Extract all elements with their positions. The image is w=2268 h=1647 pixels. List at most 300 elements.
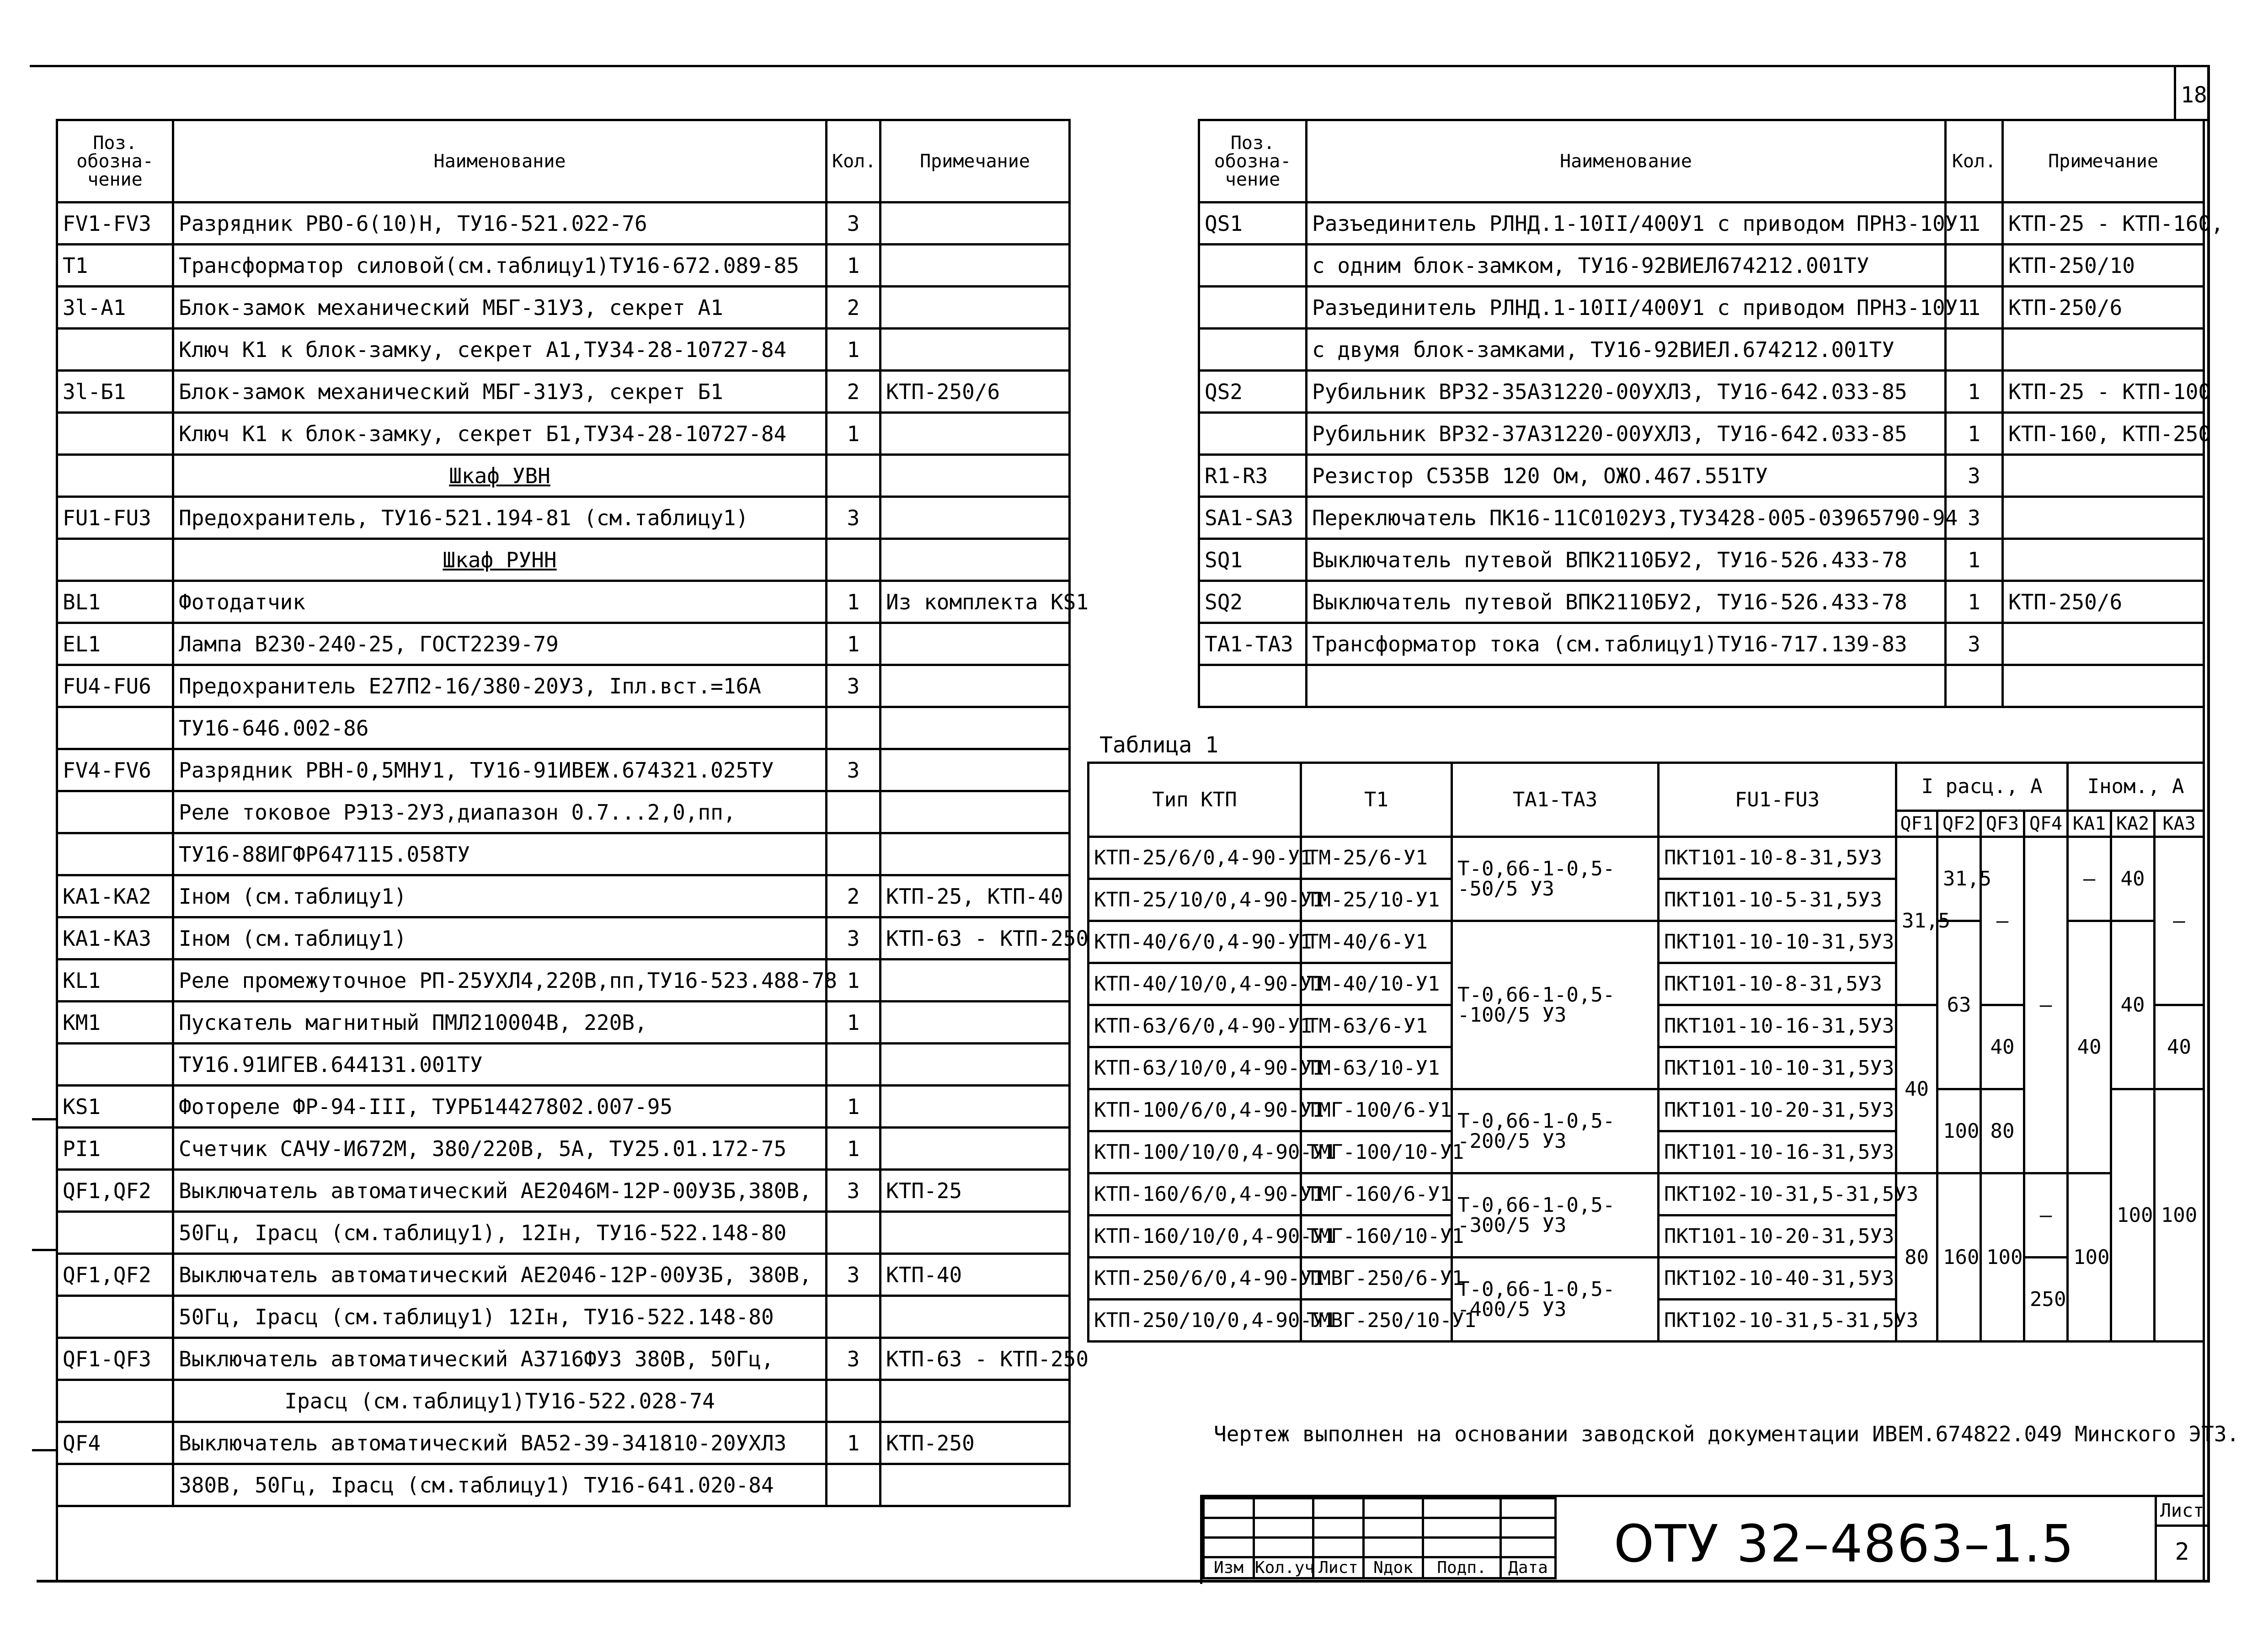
t1-t1: ТМ-25/6-У1 [1301,837,1452,879]
row-qty [1946,329,2003,371]
row-pos: FU4-FU6 [57,665,173,707]
row-name: Разрядник РВО-6(10)Н, ТУ16-521.022-76 [173,203,827,245]
table-row [1199,497,2204,539]
row-name: Ключ К1 к блок-замку, секрет Б1,ТУ34-28-10727-84 [173,413,827,455]
row-note: КТП-25 - КТП-100 [2003,371,2204,413]
row-pos: FV1-FV3 [57,203,173,245]
row-note [881,791,1070,833]
t1-qf3: 100 [1981,1173,2024,1342]
row-qty: 3 [827,665,881,707]
row-note: Из комплекта KS1 [881,581,1070,623]
row-name: Резистор С535В 120 Ом, ОЖО.467.551ТУ [1307,455,1946,497]
row-pos: BL1 [57,581,173,623]
t1-t1: ТМГ-160/10-У1 [1301,1215,1452,1258]
table-row [57,791,1070,833]
t1-ta: Т-0,66-1-0,5- -300/5 У3 [1452,1173,1659,1258]
t1-qf3: 80 [1981,1089,2024,1173]
top-border-line [30,65,2209,67]
row-qty: 3 [827,1170,881,1212]
table-row [57,917,1070,959]
row-name: Фотодатчик [173,581,827,623]
row-name: Выключатель автоматический А3716ФУ3 380В, 50Гц, [173,1338,827,1380]
table1 [1087,762,2205,1343]
row-qty: 1 [827,1128,881,1170]
row-name: Разрядник РВН-0,5МНУ1, ТУ16-91ИВЕЖ.674321.025ТУ [173,749,827,791]
t1-ktp: КТП-25/6/0,4-90-У1 [1089,837,1301,879]
row-note [881,497,1070,539]
row-name: Блок-замок механический МБГ-31У3, секрет Б1 [173,371,827,413]
t1-ka3: — [2155,837,2204,1005]
row-name: Фотореле ФР-94-III, ТУРБ14427802.007-95 [173,1086,827,1128]
row-note [881,623,1070,665]
row-name: Выключатель автоматический АЕ2046М-12Р-00У3Б,380В, [173,1170,827,1212]
row-note [881,833,1070,875]
row-note [881,665,1070,707]
row-name: Ключ К1 к блок-замку, секрет А1,ТУ34-28-10727-84 [173,329,827,371]
row-name: Предохранитель Е27П2-16/380-20У3, Iпл.вст.=16А [173,665,827,707]
table-row [1199,245,2204,287]
t1-sub: QF4 [2024,811,2068,837]
table-row [57,1044,1070,1086]
row-qty [827,791,881,833]
row-qty: 3 [827,917,881,959]
row-qty: 1 [827,1086,881,1128]
row-pos [57,539,173,581]
row-note [2003,329,2204,371]
row-name: Трансформатор тока (см.таблицу1)ТУ16-717.139-83 [1307,623,1946,665]
row-note [881,959,1070,1002]
row-qty [827,1296,881,1338]
table-row [57,959,1070,1002]
t1-ka2: 40 [2111,921,2155,1089]
row-qty: 1 [827,245,881,287]
table-row [57,413,1070,455]
row-note: КТП-25 - КТП-160, [2003,203,2204,245]
row-name: ТУ16.91ИГЕВ.644131.001ТУ [173,1044,827,1086]
t1-ktp: КТП-250/6/0,4-90-У1 [1089,1258,1301,1300]
row-pos: QF1,QF2 [57,1170,173,1212]
row-name: ТУ16-646.002-86 [173,707,827,749]
row-note [2003,623,2204,665]
col-name: Наименование [173,120,827,203]
row-note [881,749,1070,791]
col-note: Примечание [2003,120,2204,203]
row-name: Разъединитель РЛНД.1-10II/400У1 с приводом ПРН3-10У1 [1307,287,1946,329]
stamp-grid [1202,1497,1557,1579]
t1-sub: KA1 [2068,811,2111,837]
row-note: КТП-250 [881,1422,1070,1464]
t1-qf2: 100 [1937,1089,1981,1173]
row-pos: KM1 [57,1002,173,1044]
row-qty: 3 [827,203,881,245]
t1-ktp: КТП-40/6/0,4-90-У1 [1089,921,1301,963]
stamp-block [1200,1495,2205,1584]
row-qty: 3 [827,1254,881,1296]
t1-ktp: КТП-250/10/0,4-90-У1 [1089,1300,1301,1342]
row-qty [827,1212,881,1254]
row-pos: QF4 [57,1422,173,1464]
row-name: с двумя блок-замками, ТУ16-92ВИЕЛ.674212.001ТУ [1307,329,1946,371]
t1-fu: ПКТ101-10-20-31,5У3 [1659,1215,1896,1258]
table-row [57,245,1070,287]
row-name: Выключатель путевой ВПК2110БУ2, ТУ16-526.433-78 [1307,539,1946,581]
row-note: КТП-25 [881,1170,1070,1212]
row-pos: PI1 [57,1128,173,1170]
row-note: КТП-250/6 [881,371,1070,413]
row-note [881,329,1070,371]
table-row [1199,581,2204,623]
t1-qf3: — [1981,837,2024,1005]
t1-t1: ТМ-40/6-У1 [1301,921,1452,963]
row-pos: KS1 [57,1086,173,1128]
t1-ktp: КТП-100/10/0,4-90-У1 [1089,1131,1301,1173]
t1-ktp: КТП-63/10/0,4-90-У1 [1089,1047,1301,1089]
t1-col-t1: Т1 [1301,763,1452,837]
t1-ktp: КТП-160/6/0,4-90-У1 [1089,1173,1301,1215]
row-pos [57,1464,173,1506]
row-note [2003,497,2204,539]
row-note: КТП-250/6 [2003,581,2204,623]
row-qty: 3 [1946,623,2003,665]
row-qty [827,707,881,749]
t1-fu: ПКТ101-10-16-31,5У3 [1659,1131,1896,1173]
t1-fu: ПКТ102-10-31,5-31,5У3 [1659,1300,1896,1342]
row-qty: 1 [827,581,881,623]
t1-t1: ТМГ-100/6-У1 [1301,1089,1452,1131]
table-row [57,1422,1070,1464]
t1-qf2: 31,5 [1937,837,1981,921]
table-row [1199,203,2204,245]
row-pos [1199,329,1307,371]
row-pos [57,1296,173,1338]
row-pos [1199,665,1307,707]
t1-qf3: 40 [1981,1005,2024,1089]
t1-t1: ТМВГ-250/10-У1 [1301,1300,1452,1342]
row-pos [57,1044,173,1086]
row-qty: 3 [1946,497,2003,539]
table-row [57,1338,1070,1380]
t1-fu: ПКТ101-10-20-31,5У3 [1659,1089,1896,1131]
table-row [1199,623,2204,665]
table-row [57,1212,1070,1254]
table-row [57,1086,1070,1128]
table-row [1199,539,2204,581]
row-pos: FV4-FV6 [57,749,173,791]
row-pos: 3l-Б1 [57,371,173,413]
row-note [881,539,1070,581]
row-name: Выключатель автоматический ВА52-39-341810-20УХЛ3 [173,1422,827,1464]
t1-ta: Т-0,66-1-0,5- -100/5 У3 [1452,921,1659,1089]
stamp-col: Nдок [1364,1557,1423,1578]
row-name: Пускатель магнитный ПМЛ210004В, 220В, [173,1002,827,1044]
row-qty: 2 [827,371,881,413]
table-row [1199,413,2204,455]
row-pos: EL1 [57,623,173,665]
t1-ka1: — [2068,837,2111,921]
row-note [881,1002,1070,1044]
table-row [57,833,1070,875]
row-note: КТП-40 [881,1254,1070,1296]
col-pos: Поз. обозна- чение [1199,120,1307,203]
row-qty: 3 [827,497,881,539]
row-name: Лампа В230-240-25, ГОСТ2239-79 [173,623,827,665]
row-name: Выключатель автоматический АЕ2046-12Р-00У3Б, 380В, [173,1254,827,1296]
table-row [57,623,1070,665]
t1-ka1: 100 [2068,1173,2111,1342]
row-note: КТП-250/6 [2003,287,2204,329]
stamp-col: Кол.уч [1254,1557,1313,1578]
table-row [57,1002,1070,1044]
row-pos: SA1-SA3 [1199,497,1307,539]
stamp-col: Лист [1313,1557,1364,1578]
row-pos [57,413,173,455]
stamp-doc-code: ОТУ 32–4863–1.5 [1614,1514,2075,1574]
table-row [57,665,1070,707]
row-pos: T1 [57,245,173,287]
row-note [881,1296,1070,1338]
row-note [881,707,1070,749]
row-name: Выключатель путевой ВПК2110БУ2, ТУ16-526.433-78 [1307,581,1946,623]
row-pos [1199,287,1307,329]
row-name: Iном (см.таблицу1) [173,917,827,959]
row-name: Реле токовое РЭ13-2У3,диапазон 0.7...2,0,пп, [173,791,827,833]
t1-ktp: КТП-63/6/0,4-90-У1 [1089,1005,1301,1047]
t1-ka3: 100 [2155,1089,2204,1342]
t1-ktp: КТП-160/10/0,4-90-У1 [1089,1215,1301,1258]
t1-qf4: — [2024,1173,2068,1258]
col-note: Примечание [881,120,1070,203]
table-row [57,1128,1070,1170]
table-row [57,1380,1070,1422]
row-pos: R1-R3 [1199,455,1307,497]
row-qty: 1 [827,329,881,371]
row-qty: 1 [1946,287,2003,329]
row-qty: 2 [827,287,881,329]
row-pos: FU1-FU3 [57,497,173,539]
stamp-col: Изм [1204,1557,1254,1578]
t1-ta: Т-0,66-1-0,5- -400/5 У3 [1452,1258,1659,1342]
row-name: ТУ16-88ИГФР647115.058ТУ [173,833,827,875]
row-note [2003,665,2204,707]
row-pos: KA1-KA2 [57,875,173,917]
row-qty [1946,245,2003,287]
row-qty [1946,665,2003,707]
row-name: 50Гц, Iрасц (см.таблицу1) 12Iн, ТУ16-522.148-80 [173,1296,827,1338]
table-row [1199,371,2204,413]
row-name: Шкаф УВН [173,455,827,497]
row-qty: 2 [827,875,881,917]
tick-mark [32,1249,57,1251]
t1-ka2: 40 [2111,837,2155,921]
row-name [1307,665,1946,707]
t1-ka1: 40 [2068,921,2111,1173]
table-row [57,497,1070,539]
row-pos: TA1-TA3 [1199,623,1307,665]
row-pos: QF1,QF2 [57,1254,173,1296]
row-pos: QS2 [1199,371,1307,413]
table-row [57,287,1070,329]
t1-ktp: КТП-40/10/0,4-90-У1 [1089,963,1301,1005]
row-qty [827,833,881,875]
t1-qf1: 80 [1896,1173,1937,1342]
row-note [881,1086,1070,1128]
row-pos: SQ2 [1199,581,1307,623]
row-qty: 3 [1946,455,2003,497]
row-note: КТП-63 - КТП-250 [881,1338,1070,1380]
t1-ktp: КТП-25/10/0,4-90-У1 [1089,879,1301,921]
row-name: Предохранитель, ТУ16-521.194-81 (см.таблицу1) [173,497,827,539]
drawing-note: Чертеж выполнен на основании заводской документации ИВЕМ.674822.049 Минского ЭТЗ. [1214,1422,2240,1446]
page-number: 18 [2181,82,2207,108]
t1-qf4: — [2024,837,2068,1173]
table-row [57,455,1070,497]
t1-fu: ПКТ101-10-8-31,5У3 [1659,963,1896,1005]
tick-mark [32,1118,57,1120]
t1-fu: ПКТ101-10-16-31,5У3 [1659,1005,1896,1047]
row-pos [57,1380,173,1422]
table1-caption: Таблица 1 [1099,732,1219,758]
row-note: КТП-63 - КТП-250 [881,917,1070,959]
row-name: Iном (см.таблицу1) [173,875,827,917]
row-note [881,1128,1070,1170]
table-row [1199,665,2204,707]
stamp-col: Дата [1501,1557,1556,1578]
t1-col-fu: FU1-FU3 [1659,763,1896,837]
t1-fu: ПКТ102-10-40-31,5У3 [1659,1258,1896,1300]
row-pos: KA1-KA3 [57,917,173,959]
t1-qf1: 40 [1896,1005,1937,1173]
row-qty: 1 [1946,581,2003,623]
row-note: КТП-25, КТП-40 [881,875,1070,917]
row-pos [57,329,173,371]
table-row [57,1464,1070,1506]
row-name: Рубильник ВР32-35А31220-00УХЛ3, ТУ16-642.033-85 [1307,371,1946,413]
row-note [881,203,1070,245]
row-qty: 1 [1946,413,2003,455]
t1-fu: ПКТ101-10-5-31,5У3 [1659,879,1896,921]
right-border-line [2207,65,2210,1583]
row-pos [57,707,173,749]
row-qty [827,1044,881,1086]
row-note [881,245,1070,287]
row-pos [57,1212,173,1254]
t1-qf4: 250 [2024,1258,2068,1342]
stamp-sheet-box [2155,1497,2207,1582]
t1-ta: Т-0,66-1-0,5- -50/5 У3 [1452,837,1659,921]
row-name: Шкаф РУНН [173,539,827,581]
row-name: Реле промежуточное РП-25УХЛ4,220В,пп,ТУ16-523.488-78 [173,959,827,1002]
t1-qf1: 31,5 [1896,837,1937,1005]
table-row [57,707,1070,749]
row-name: Рубильник ВР32-37А31220-00УХЛ3, ТУ16-642.033-85 [1307,413,1946,455]
row-note [881,413,1070,455]
row-name: Счетчик САЧУ-И672М, 380/220В, 5А, ТУ25.01.172-75 [173,1128,827,1170]
row-name: 50Гц, Iрасц (см.таблицу1), 12Iн, ТУ16-522.148-80 [173,1212,827,1254]
table-row [57,1170,1070,1212]
row-note [881,455,1070,497]
row-qty: 1 [827,413,881,455]
t1-sub: KA2 [2111,811,2155,837]
row-pos: QS1 [1199,203,1307,245]
row-pos: 3l-A1 [57,287,173,329]
row-name: 380В, 50Гц, Iрасц (см.таблицу1) ТУ16-641.020-84 [173,1464,827,1506]
row-name: Блок-замок механический МБГ-31У3, секрет А1 [173,287,827,329]
t1-col-ktp: Тип КТП [1089,763,1301,837]
tick-mark [32,1449,57,1451]
table-row [57,875,1070,917]
t1-sub: QF2 [1937,811,1981,837]
right-spec-table [1198,119,2224,708]
table-row [1199,455,2204,497]
row-qty [827,1380,881,1422]
page-number-box [2174,65,2209,121]
row-note [881,1212,1070,1254]
t1-sub: KA3 [2155,811,2204,837]
row-qty: 1 [1946,539,2003,581]
col-qty: Кол. [1946,120,2003,203]
row-qty: 1 [827,1002,881,1044]
row-name: Iрасц (см.таблицу1)ТУ16-522.028-74 [173,1380,827,1422]
row-qty [827,1464,881,1506]
t1-fu: ПКТ101-10-10-31,5У3 [1659,1047,1896,1089]
t1-col-inom: Iном., А [2068,763,2204,811]
t1-t1: ТМ-25/10-У1 [1301,879,1452,921]
row-qty: 1 [1946,203,2003,245]
table-row [57,1296,1070,1338]
stamp-sheet-number: 2 [2175,1538,2189,1566]
t1-col-irasc: I расц., А [1896,763,2068,811]
row-name: Разъединитель РЛНД.1-10II/400У1 с приводом ПРН3-10У1 [1307,203,1946,245]
t1-sub: QF3 [1981,811,2024,837]
t1-t1: ТМВГ-250/6-У1 [1301,1258,1452,1300]
row-name: с одним блок-замком, ТУ16-92ВИЕЛ674212.001ТУ [1307,245,1946,287]
t1-fu: ПКТ101-10-8-31,5У3 [1659,837,1896,879]
col-qty: Кол. [827,120,881,203]
row-note [2003,539,2204,581]
row-name: Переключатель ПК16-11С0102У3,ТУ3428-005-03965790-94 [1307,497,1946,539]
row-pos [57,833,173,875]
row-qty: 1 [1946,371,2003,413]
row-pos: QF1-QF3 [57,1338,173,1380]
row-qty: 3 [827,749,881,791]
table-row [1199,329,2204,371]
table-row [57,539,1070,581]
row-qty [827,539,881,581]
row-note [2003,455,2204,497]
row-pos [57,455,173,497]
row-qty [827,455,881,497]
row-qty: 3 [827,1338,881,1380]
row-pos: SQ1 [1199,539,1307,581]
t1-sub: QF1 [1896,811,1937,837]
row-note [881,1380,1070,1422]
row-pos [57,791,173,833]
table-row [57,581,1070,623]
row-qty: 1 [827,623,881,665]
col-name: Наименование [1307,120,1946,203]
row-qty: 1 [827,959,881,1002]
left-spec-table [56,119,1089,1507]
t1-qf2: 63 [1937,921,1981,1089]
t1-ka3: 40 [2155,1005,2204,1089]
row-pos [1199,413,1307,455]
table-row [57,329,1070,371]
stamp-col: Подп. [1423,1557,1501,1578]
row-qty: 1 [827,1422,881,1464]
t1-qf2: 160 [1937,1173,1981,1342]
t1-t1: ТМГ-100/10-У1 [1301,1131,1452,1173]
t1-fu: ПКТ102-10-31,5-31,5У3 [1659,1173,1896,1215]
